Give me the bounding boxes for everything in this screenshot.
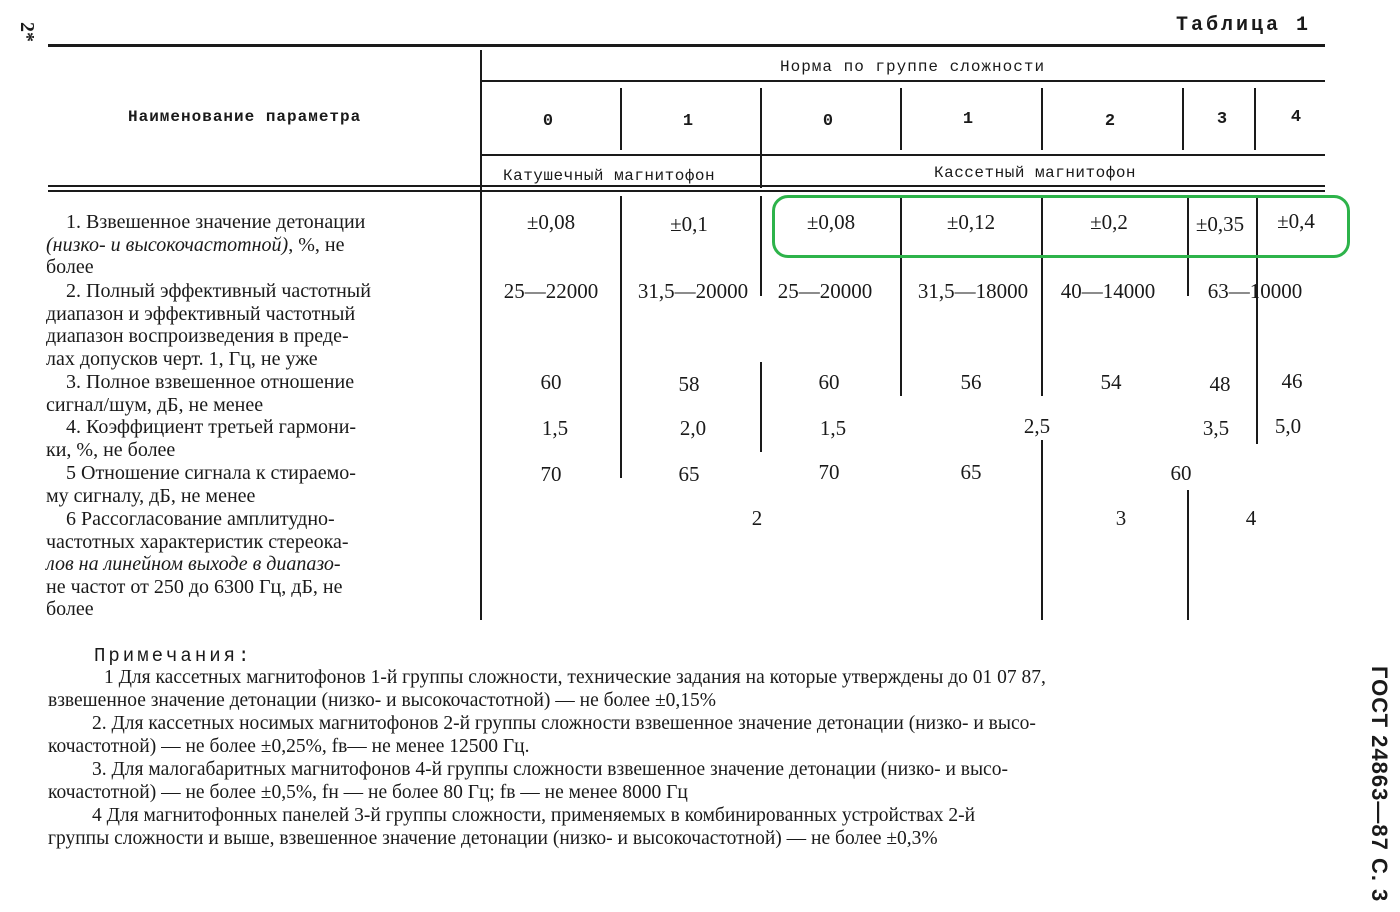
notes-heading: Примечания: — [94, 645, 253, 667]
value-cell: 25—22000 — [503, 279, 599, 303]
value-cell: 3,5 — [1202, 416, 1230, 440]
note-line: группы сложности и выше, взвешенное значение детонации (низко- и высокочастотной) — не более ±0,3% — [48, 828, 938, 849]
col-divider-b2a — [760, 196, 762, 296]
col-divider-b1 — [620, 196, 622, 478]
value-cell: 48 — [1209, 372, 1231, 396]
side-gost-label: ГОСТ 24863—87 С. 3 — [1367, 666, 1392, 903]
col-divider-b5b — [1187, 490, 1189, 620]
value-cell: ±0,08 — [526, 210, 576, 234]
value-cell: 4 — [1245, 506, 1257, 530]
value-cell: 1,5 — [541, 416, 569, 440]
value-cell: 54 — [1100, 370, 1122, 394]
note-line: 3. Для малогабаритных магнитофонов 4-й группы сложности взвешенное значение детонации (низко- и высо- — [92, 759, 1008, 780]
value-cell: 40—14000 — [1060, 279, 1156, 303]
col-divider-b2b — [760, 362, 762, 452]
value-cell: 2,0 — [679, 416, 707, 440]
table-top-rule — [48, 44, 1325, 47]
table-header-rule-1 — [48, 185, 1325, 187]
group-number: 2 — [1104, 112, 1116, 131]
value-cell: 25—20000 — [777, 279, 873, 303]
param-header: Наименование параметра — [128, 108, 362, 126]
reel-recorder-label: Катушечный магнитофон — [503, 167, 716, 185]
value-cell: 56 — [960, 370, 982, 394]
param-name-6: 6 Рассогласование амплитудно- частотных характеристик стереока- лов на линейном выходе в диапазо- не частот от 250 до 6300 Гц, дБ, не более — [46, 508, 349, 620]
value-cell: 31,5—20000 — [637, 279, 749, 303]
col-divider-h1 — [620, 88, 622, 150]
col-divider-h2 — [760, 88, 762, 188]
value-cell: 60 — [540, 370, 562, 394]
highlight-box — [772, 195, 1350, 258]
value-cell: ±0,1 — [670, 212, 708, 236]
param-name-2: 2. Полный эффективный частотный диапазон и эффективный частотный диапазон воспроизведения в преде- лах допусков черт. 1, Гц, не уже — [46, 280, 371, 370]
value-cell: 65 — [678, 462, 700, 486]
value-cell: 63—10000 — [1207, 279, 1303, 303]
value-cell: ±0,35 — [1195, 212, 1245, 236]
value-cell: ±0,12 — [946, 210, 996, 234]
value-cell: 58 — [678, 372, 700, 396]
value-cell: 70 — [818, 460, 840, 484]
group-number: 3 — [1216, 110, 1228, 129]
value-cell: 2 — [751, 506, 763, 530]
group-number: 0 — [822, 112, 834, 131]
value-cell: 65 — [960, 460, 982, 484]
col-divider-h6 — [1254, 88, 1256, 150]
value-cell: 1,5 — [819, 416, 847, 440]
note-line: 2. Для кассетных носимых магнитофонов 2-й группы сложности взвешенное значение детонации (низко- и высо- — [92, 713, 1036, 734]
col-divider-h5 — [1182, 88, 1184, 150]
value-cell: 2,5 — [1023, 414, 1051, 438]
note-line: 4 Для магнитофонных панелей 3-й группы сложности, применяемых в комбинированных устройствах 2-й — [92, 805, 976, 826]
param-name-3: 3. Полное взвешенное отношение сигнал/шум, дБ, не менее — [46, 371, 355, 416]
col-divider-main — [480, 50, 482, 620]
value-cell: 31,5—18000 — [917, 279, 1029, 303]
value-cell: 70 — [540, 462, 562, 486]
value-cell: 46 — [1281, 369, 1303, 393]
group-number: 1 — [682, 112, 694, 131]
value-cell: 3 — [1115, 506, 1127, 530]
col-divider-h3 — [900, 88, 902, 150]
note-line: взвешенное значение детонации (низко- и высокочастотной) — не более ±0,15% — [48, 690, 717, 711]
group-number: 1 — [962, 110, 974, 129]
col-divider-h4 — [1041, 88, 1043, 150]
value-cell: ±0,2 — [1090, 210, 1128, 234]
norm-header: Норма по группе сложности — [780, 58, 1046, 76]
param-name-1: 1. Взвешенное значение детонации (низко- и высокочастотной), %, не более — [46, 211, 366, 278]
value-cell: 60 — [1170, 461, 1192, 485]
param-name-4: 4. Коэффициент третьей гармони- ки, %, не более — [46, 416, 357, 461]
group-number-rule — [480, 154, 1325, 156]
note-line: 1 Для кассетных магнитофонов 1-й группы сложности, технические задания на которые утверждены до 01 07 87, — [104, 667, 1046, 688]
group-number: 4 — [1290, 108, 1302, 127]
value-cell: ±0,08 — [806, 210, 856, 234]
col-divider-b4b — [1041, 440, 1043, 620]
cassette-recorder-label: Кассетный магнитофон — [934, 164, 1137, 182]
value-cell: 60 — [818, 370, 840, 394]
value-cell: ±0,4 — [1277, 209, 1315, 233]
table-title: Таблица 1 — [1176, 14, 1312, 37]
param-name-5: 5 Отношение сигнала к стираемо- му сигналу, дБ, не менее — [46, 462, 356, 507]
corner-mark: 2* — [16, 22, 38, 42]
norm-header-rule — [480, 80, 1325, 82]
note-line: кочастотной) — не более ±0,5%, fн — не более 80 Гц; fв — не менее 8000 Гц — [48, 782, 688, 803]
value-cell: 5,0 — [1274, 414, 1302, 438]
notes-block — [48, 666, 1326, 850]
note-line: кочастотной) — не более ±0,25%, fв— не менее 12500 Гц. — [48, 736, 530, 757]
group-number: 0 — [542, 112, 554, 131]
table-header-rule-2 — [48, 190, 1325, 192]
